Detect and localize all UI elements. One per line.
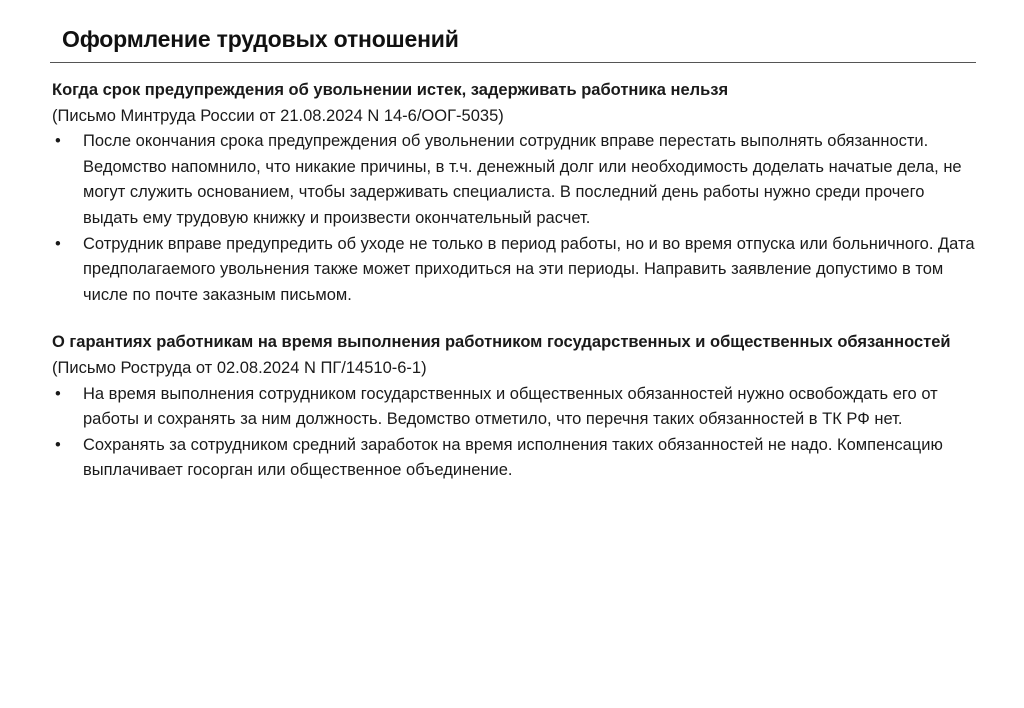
section-heading: Когда срок предупреждения об увольнении истек, задерживать работника нельзя — [52, 81, 729, 99]
bullet-icon: • — [55, 435, 61, 454]
section-source: (Письмо Минтруда России от 21.08.2024 N 14-6/ООГ-5035) — [52, 106, 504, 125]
bullet-text: После окончания срока предупреждения об увольнении сотрудник вправе перестать выполнять обязанности. Ведомство напомнило, что никакие причины, в т.ч. денежный долг или необходимость доделать начатые дела, не могут служить основанием, чтобы задерживать специалиста. В последний день работы нужно среди прочего выдать ему трудовую книжку и произвести окончательный расчет. — [83, 132, 962, 227]
bullet-list — [52, 382, 982, 484]
content — [52, 78, 982, 484]
section-source: (Письмо Роструда от 02.08.2024 N ПГ/14510-6-1) — [52, 358, 427, 377]
bullet-icon: • — [55, 234, 61, 253]
title-divider — [50, 62, 976, 63]
section-heading: О гарантиях работникам на время выполнения работником государственных и общественных обязанностей — [52, 333, 951, 352]
bullet-text: Сотрудник вправе предупредить об уходе не только в период работы, но и во время отпуска или больничного. Дата предполагаемого увольнения также может приходиться на эти периоды. Направить заявление допустимо в том числе по почте заказным письмом. — [83, 234, 975, 304]
bullet-icon: • — [55, 132, 61, 151]
bullet-icon: • — [55, 384, 61, 403]
bullet-item — [52, 232, 982, 309]
bullet-text: Сохранять за сотрудником средний заработок на время исполнения таких обязанностей не надо. Компенсацию выплачивает госорган или общественное объединение. — [83, 435, 943, 480]
page-title: Оформление трудовых отношений — [62, 26, 459, 52]
section-notice-period — [52, 78, 982, 308]
bullet-item — [52, 382, 982, 433]
section-public-duties — [52, 330, 982, 484]
bullet-list — [52, 129, 982, 308]
bullet-item — [52, 433, 982, 484]
bullet-item — [52, 129, 982, 231]
bullet-text: На время выполнения сотрудником государственных и общественных обязанностей нужно освобождать его от работы и сохранять за ним должность. Ведомство отметило, что перечня таких обязанностей в ТК РФ нет. — [83, 384, 938, 429]
